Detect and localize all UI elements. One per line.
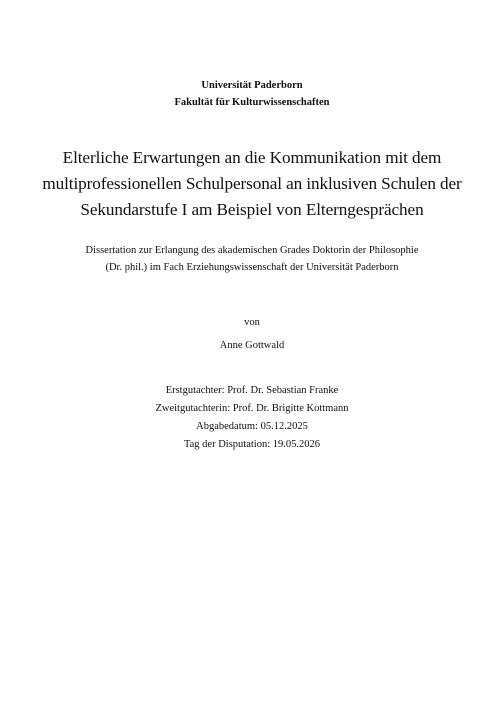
faculty-name: Fakultät für Kulturwissenschaften [174,97,330,108]
reviewer-and-dates-block [0,382,504,454]
first-reviewer: Erstgutachter: Prof. Dr. Sebastian Franke [165,385,339,396]
author-name: Anne Gottwald [219,340,285,351]
submission-date: Abgabedatum: 05.12.2025 [196,421,308,432]
author-by-label: von [244,317,260,328]
statement-line: (Dr. phil.) im Fach Erziehungswissenschaft der Universität Paderborn [105,262,399,273]
title-line: Sekundarstufe I am Beispiel von Elterngesprächen [80,200,424,219]
title-line: Elterliche Erwartungen an die Kommunikation mit dem [62,148,442,167]
university-name: Universität Paderborn [201,80,303,91]
statement-line: Dissertation zur Erlangung des akademischen Grades Doktorin der Philosophie [85,245,419,256]
dissertation-statement [0,242,504,276]
disputation-date: Tag der Disputation: 19.05.2026 [183,439,321,450]
second-reviewer: Zweitgutachterin: Prof. Dr. Brigitte Kottmann [155,403,349,414]
dissertation-title [0,145,504,223]
author-block [0,314,504,354]
institution-block [0,77,504,111]
title-line: multiprofessionellen Schulpersonal an inklusiven Schulen der [42,174,462,193]
